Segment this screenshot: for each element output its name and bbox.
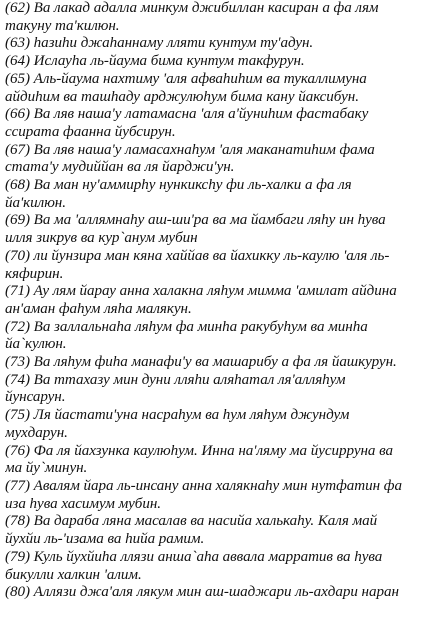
text-line: (63) hазиhи джаhаннаму лляти кунтум ту'адун. [5, 35, 314, 52]
text-line: (71) Ау лям йарау анна халакна ляhум мимма 'амилат айдина [5, 283, 397, 300]
text-line: такуну та'килюн. [5, 17, 120, 34]
text-line: иза hува хасимум мубин. [5, 495, 162, 512]
text-line: (80) Аллязи джа'аля лякум мин аш-шаджари ль-ахдари наран [5, 584, 399, 601]
text-line: (72) Ва заллальнаhа ляhум фа минhа ракубуhум ва минhа [5, 318, 368, 335]
text-line: йа`кулюн. [5, 336, 67, 353]
text-line: стата'у мудиййан ва ля йарджи'ун. [5, 159, 235, 176]
text-line: (79) Куль йухйиhа ллязи анша`аhа аввала марратив ва hува [5, 548, 383, 565]
verse-text-block [5, 0, 432, 602]
text-line: йа'килюн. [5, 194, 66, 211]
text-line: (66) Ва ляв наша'у латамасна 'аля а'йуниhим фастабаку [5, 106, 369, 123]
text-line: (65) Аль-йаума нахтиму 'аля афваhиhим ва тукаллимуна [5, 70, 367, 87]
text-line: бикулли халкин 'алим. [5, 566, 142, 583]
text-line: йунсарун. [5, 389, 66, 406]
text-line: (69) Ва ма 'аллямнаhу аш-ши'ра ва ма йамбаги ляhу ин hува [5, 212, 386, 229]
text-line: (64) Ислауhа ль-йаума бима кунтум такфурун. [5, 53, 305, 70]
text-line: мухдарун. [5, 424, 68, 441]
text-line: (73) Ва ляhум фиhа манафи'у ва машарибу а фа ля йашкурун. [5, 354, 397, 371]
text-line: (78) Ва дараба ляна масалав ва насийа халькаhу. Каля май [5, 513, 378, 530]
text-line: (70) ли йунзира ман кяна хаййав ва йахикку ль-каулю 'аля ль- [5, 247, 390, 264]
text-line: ссирата фаанна йубсирун. [5, 123, 176, 140]
text-line: (62) Ва лакад адалла минкум джибиллан касиран а фа лям [5, 0, 379, 16]
text-line: (77) Авалям йара ль-инсану анна халякнаhу мин нутфатин фа [5, 477, 402, 494]
text-line: (75) Ля йастати'уна насраhум ва hум ляhум джундум [5, 407, 350, 424]
text-line: ан'аман фаhум ляhа малякун. [5, 300, 192, 317]
text-line: (67) Ва ляв наша'у ламасахнаhум 'аля маканатиhим фама [5, 141, 375, 158]
text-line: илля зикрув ва кур`анум мубин [5, 230, 198, 247]
text-line: айдиhим ва ташhаду арджулюhум бима кану йаксибун. [5, 88, 359, 105]
text-line: йухйи ль-'изама ва hийа рамим. [5, 531, 205, 548]
text-line: кяфирин. [5, 265, 64, 282]
text-line: (74) Ва ттахазу мин дуни лляhи аляhатал ля'алляhум [5, 371, 346, 388]
text-line: (76) Фа ля йахзунка каулюhум. Инна на'ляму ма йусирруна ва [5, 442, 394, 459]
text-line: (68) Ва ман ну'аммирhу нункиксhу фи ль-халки а фа ля [5, 177, 352, 194]
text-line: ма йу`минун. [5, 460, 88, 477]
